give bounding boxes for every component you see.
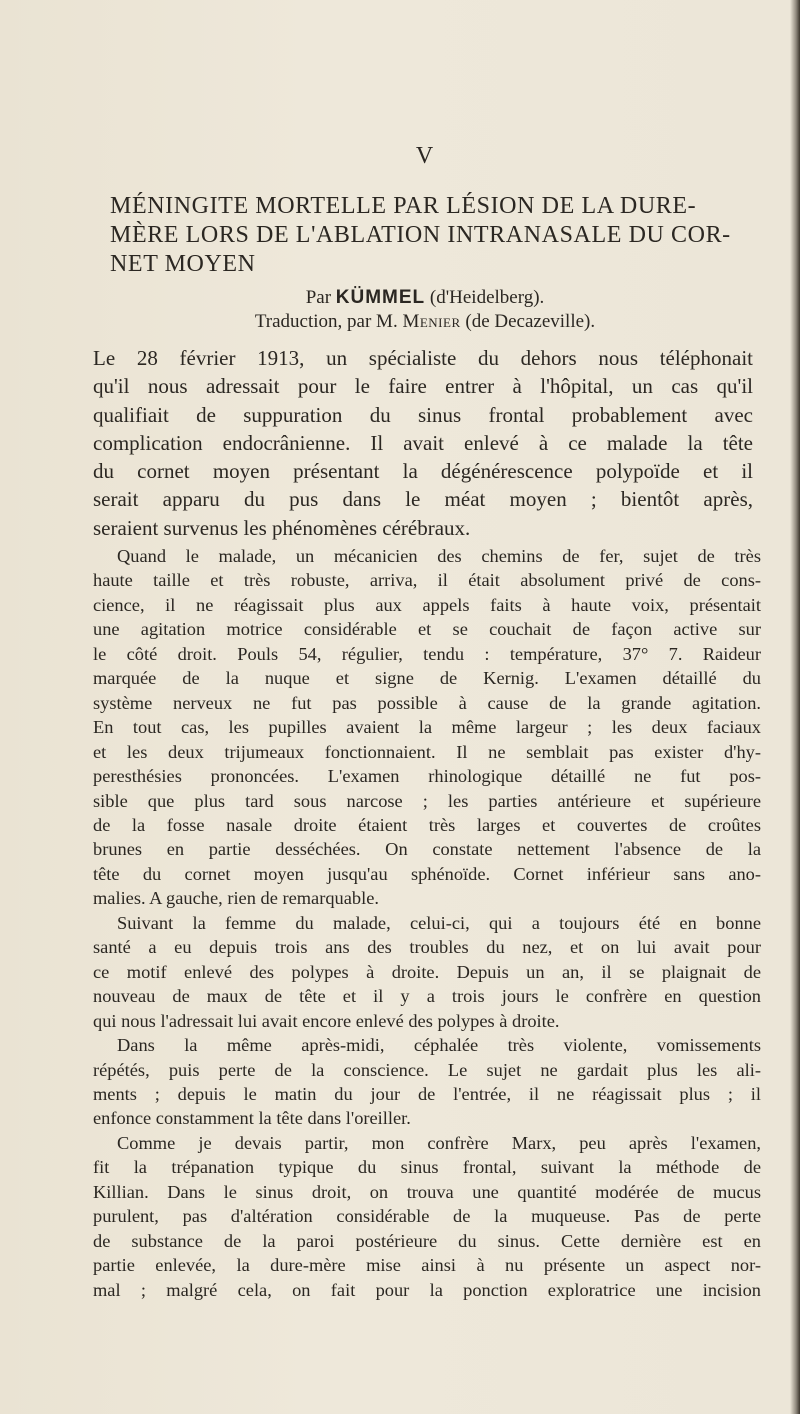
translator-place: (de Decazeville). (465, 311, 596, 332)
translation-line (0, 310, 800, 334)
author-place: (d'Heidelberg). (429, 287, 545, 308)
text-line: qu'il nous adressait pour le faire entrer à l'hôpital, un cas qu'il (93, 374, 753, 399)
text-line: de la fosse nasale droite étaient très larges et couvertes de croûtes (93, 814, 761, 835)
translator-name: Menier (402, 311, 461, 332)
paragraph (93, 1131, 761, 1302)
text-line: sible que plus tard sous narcose ; les parties antérieure et supérieure (93, 790, 761, 811)
par-label: Par (305, 287, 332, 308)
author-name: KÜMMEL (335, 287, 426, 308)
text-line: Le 28 février 1913, un spécialiste du dehors nous téléphonait (93, 346, 753, 370)
text-line: En tout cas, les pupilles avaient la même largeur ; les deux faciaux (93, 717, 761, 738)
text-line: malies. A gauche, rien de remarquable. (93, 888, 379, 909)
article-title (110, 192, 770, 279)
text-line: système nerveux ne fut pas possible à cause de la grande agitation. (93, 692, 761, 713)
text-line: fit la trépanation typique du sinus frontal, suivant la méthode de (93, 1157, 761, 1178)
text-line: ce motif enlevé des polypes à droite. Depuis un an, il se plaignait de (93, 961, 761, 982)
text-line: Killian. Dans le sinus droit, on trouva une quantité modérée de mucus (93, 1181, 761, 1202)
text-line: qualifiait de suppuration du sinus frontal probablement avec (93, 402, 753, 427)
text-line: cience, il ne réagissait plus aux appels faits à haute voix, présentait (93, 594, 761, 615)
text-line: haute taille et très robuste, arriva, il était absolument privé de cons- (93, 570, 761, 591)
title-line: NET MOYEN (110, 251, 256, 277)
title-line: MÈRE LORS DE L'ABLATION INTRANASALE DU COR- (110, 222, 731, 248)
title-line: MÉNINGITE MORTELLE PAR LÉSION DE LA DURE- (110, 193, 697, 219)
text-line: ments ; depuis le matin du jour de l'entrée, il ne réagissait plus ; il (93, 1083, 761, 1104)
paragraph (93, 544, 761, 911)
text-line: Dans la même après-midi, céphalée très violente, vomissements (117, 1035, 761, 1056)
text-line: tête du cornet moyen jusqu'au sphénoïde. Cornet inférieur sans ano- (93, 863, 761, 884)
paragraph (93, 911, 761, 1033)
text-line: enfonce constamment la tête dans l'oreiller. (93, 1108, 411, 1129)
text-line: complication endocrânienne. Il avait enlevé à ce malade la tête (93, 430, 753, 455)
text-line: santé a eu depuis trois ans des troubles du nez, et on lui avait pour (93, 937, 761, 958)
text-line: serait apparu du pus dans le méat moyen ; bientôt après, (93, 487, 753, 512)
translation-prefix: Traduction, par M. (254, 311, 398, 332)
text-line: et les deux trijumeaux fonctionnaient. Il ne semblait pas exister d'hy- (93, 741, 761, 762)
text-line: du cornet moyen présentant la dégénérescence polypoïde et il (93, 459, 753, 484)
text-line: le côté droit. Pouls 54, régulier, tendu : température, 37° 7. Raideur (93, 643, 761, 664)
text-line: Comme je devais partir, mon confrère Marx, peu après l'examen, (117, 1132, 761, 1153)
byline (0, 286, 800, 334)
text-line: Quand le malade, un mécanicien des chemins de fer, sujet de très (117, 546, 761, 566)
text-line: marquée de la nuque et signe de Kernig. L'examen détaillé du (93, 668, 761, 689)
text-line: purulent, pas d'altération considérable de la muqueuse. Pas de perte (93, 1206, 761, 1227)
chapter-number: V (415, 143, 435, 169)
text-line: brunes en partie desséchées. On constate nettement l'absence de la (93, 839, 761, 860)
text-line: de substance de la paroi postérieure du sinus. Cette dernière est en (93, 1230, 761, 1251)
text-line: peresthésies prononcées. L'examen rhinologique détaillé ne fut pos- (93, 766, 761, 787)
text-line: répétés, puis perte de la conscience. Le sujet ne gardait plus les ali- (93, 1059, 761, 1080)
text-line: une agitation motrice considérable et se couchait de façon active sur (93, 619, 761, 640)
text-line: seraient survenus les phénomènes cérébraux. (93, 515, 471, 540)
text-line: mal ; malgré cela, on fait pour la ponction exploratrice une incision (93, 1279, 761, 1300)
page-edge-shadow (790, 0, 800, 1414)
text-line: qui nous l'adressait lui avait encore enlevé des polypes à droite. (93, 1010, 560, 1031)
author-line (0, 286, 800, 310)
text-line: Suivant la femme du malade, celui-ci, qui a toujours été en bonne (117, 912, 761, 933)
text-line: partie enlevée, la dure-mère mise ainsi à nu présente un aspect nor- (93, 1255, 761, 1276)
paragraph (93, 1033, 761, 1131)
text-line: nouveau de maux de tête et il y a trois jours le confrère en question (93, 986, 761, 1007)
intro-paragraph (93, 344, 753, 542)
case-body (93, 544, 761, 1302)
